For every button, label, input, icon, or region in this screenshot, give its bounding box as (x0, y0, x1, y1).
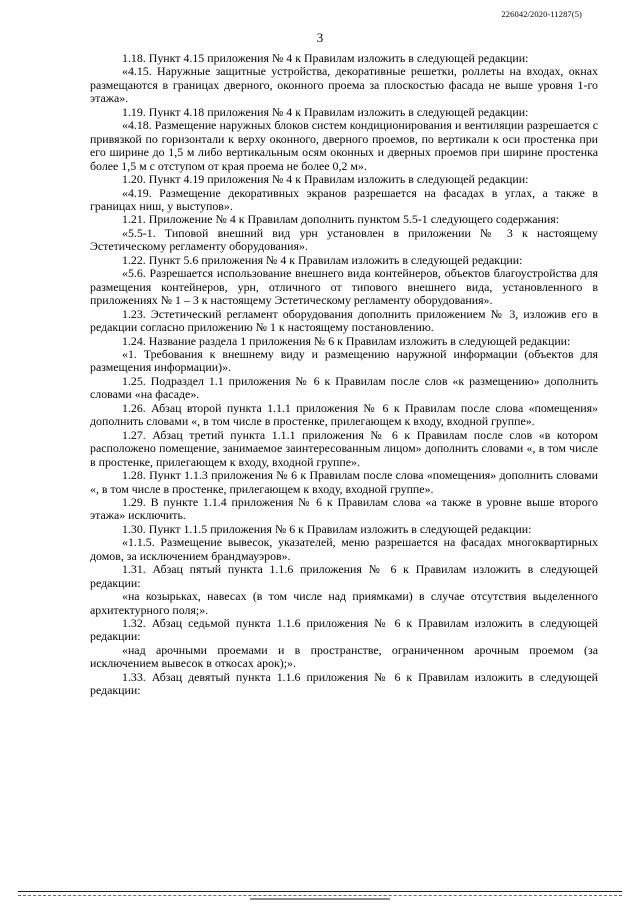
paragraph-1-29: 1.29. В пункте 1.1.4 приложения № 6 к Правилам слова «а также в уровне выше второго этажа» исключить. (90, 494, 598, 523)
quote-4-18: «4.18. Размещение наружных блоков систем кондиционирования и вентиляции разрешается с привязкой по горизонтали к верху оконного, дверного проемов, по вертикали к оси простенка при его ширине до 1,5 м либо вертикальным осям оконных и дверных проемов при ширине простенка более 1,5 м с отступом от края проема не более 0,2 м». (90, 118, 598, 173)
paragraph-1-26: 1.26. Абзац второй пункта 1.1.1 приложения № 6 к Правилам после слова «помещения» дополнить словами «, в том числе в простенке, прилегающем к входу, входной группе». (90, 400, 598, 429)
footer-scan-mark (250, 898, 390, 900)
paragraph-1-24: 1.24. Название раздела 1 приложения № 6 к Правилам изложить в следующей редакции: (122, 333, 571, 348)
paragraph-1-25: 1.25. Подраздел 1.1 приложения № 6 к Правилам после слов «к размещению» дополнить словами «на фасаде». (90, 373, 598, 402)
quote-canopies: «на козырьках, навесах (в том числе над приямками) в случае отсутствия выделенного архитектурного поля;». (90, 589, 598, 617)
paragraph-1-27: 1.27. Абзац третий пункта 1.1.1 приложения № 6 к Правилам после слов «в котором расположено помещение, занимаемое заинтересованным лицом» дополнить словами «, в том числе в простенке, прилегающем к входу, входной группе». (90, 427, 598, 469)
page-number: 3 (316, 30, 324, 45)
quote-5-6: «5.6. Разрешается использование внешнего вида контейнеров, объектов благоустройства для размещения контейнеров, урн, отличного от типового внешнего вида, установленного в приложениях № 1 – 3 к настоящему Эстетическому регламенту оборудования». (90, 266, 598, 308)
footer-scan-edge (18, 895, 622, 896)
document-number: 226042/2020-11287(5) (501, 9, 582, 19)
paragraph-1-28: 1.28. Пункт 1.1.3 приложения № 6 к Правилам после слова «помещения» дополнить словами «, в том числе в простенке, прилегающем к входу, входной группе». (90, 468, 598, 496)
paragraph-1-32: 1.32. Абзац седьмой пункта 1.1.6 приложения № 6 к Правилам изложить в следующей редакции: (90, 616, 598, 644)
footer-divider (18, 891, 622, 892)
document-body (90, 52, 598, 698)
paragraph-1-22: 1.22. Пункт 5.6 приложения № 4 к Правилам изложить в следующей редакции: (122, 252, 523, 267)
paragraph-1-30: 1.30. Пункт 1.1.5 приложения № 6 к Правилам изложить в следующей редакции: (122, 521, 532, 536)
paragraph-1-21: 1.21. Приложение № 4 к Правилам дополнить пунктом 5.5-1 следующего содержания: (122, 212, 560, 227)
paragraph-1-23: 1.23. Эстетический регламент оборудования дополнить приложением № 3, изложив его в редакции согласно приложению № 1 к настоящему постановлению. (90, 306, 598, 335)
paragraph-1-33: 1.33. Абзац девятый пункта 1.1.6 приложения № 6 к Правилам изложить в следующей редакции: (90, 669, 598, 698)
quote-section-1: «1. Требования к внешнему виду и размещению наружной информации (объектов для размещения информации)». (90, 346, 598, 375)
quote-5-5-1: «5.5-1. Типовой внешний вид урн установлен в приложении № 3 к настоящему Эстетическому регламенту оборудования». (90, 225, 598, 254)
quote-1-1-5: «1.1.5. Размещение вывесок, указателей, меню разрешается на фасадах многоквартирных домов, за исключением брандмауэров». (90, 535, 598, 563)
paragraph-1-20: 1.20. Пункт 4.19 приложения № 4 к Правилам изложить в следующей редакции: (122, 172, 529, 187)
paragraph-1-18: 1.18. Пункт 4.15 приложения № 4 к Правилам изложить в следующей редакции: (122, 51, 529, 65)
quote-arches: «над арочными проемами и в пространстве, ограниченном арочным проемом (за исключением вывесок в откосах арок);». (90, 642, 598, 671)
paragraph-1-31: 1.31. Абзац пятый пункта 1.1.6 приложения № 6 к Правилам изложить в следующей редакции: (90, 562, 598, 590)
paragraph-1-19: 1.19. Пункт 4.18 приложения № 4 к Правилам изложить в следующей редакции: (122, 104, 529, 119)
quote-4-19: «4.19. Размещение декоративных экранов разрешается на фасадах в углах, а также в границах ниш, у выступов». (90, 185, 598, 213)
quote-4-15: «4.15. Наружные защитные устройства, декоративные решетки, роллеты на входах, окнах размещаются в границах дверного, оконного проема за плоскостью фасада не выше уровня 1-го этажа». (90, 64, 598, 106)
